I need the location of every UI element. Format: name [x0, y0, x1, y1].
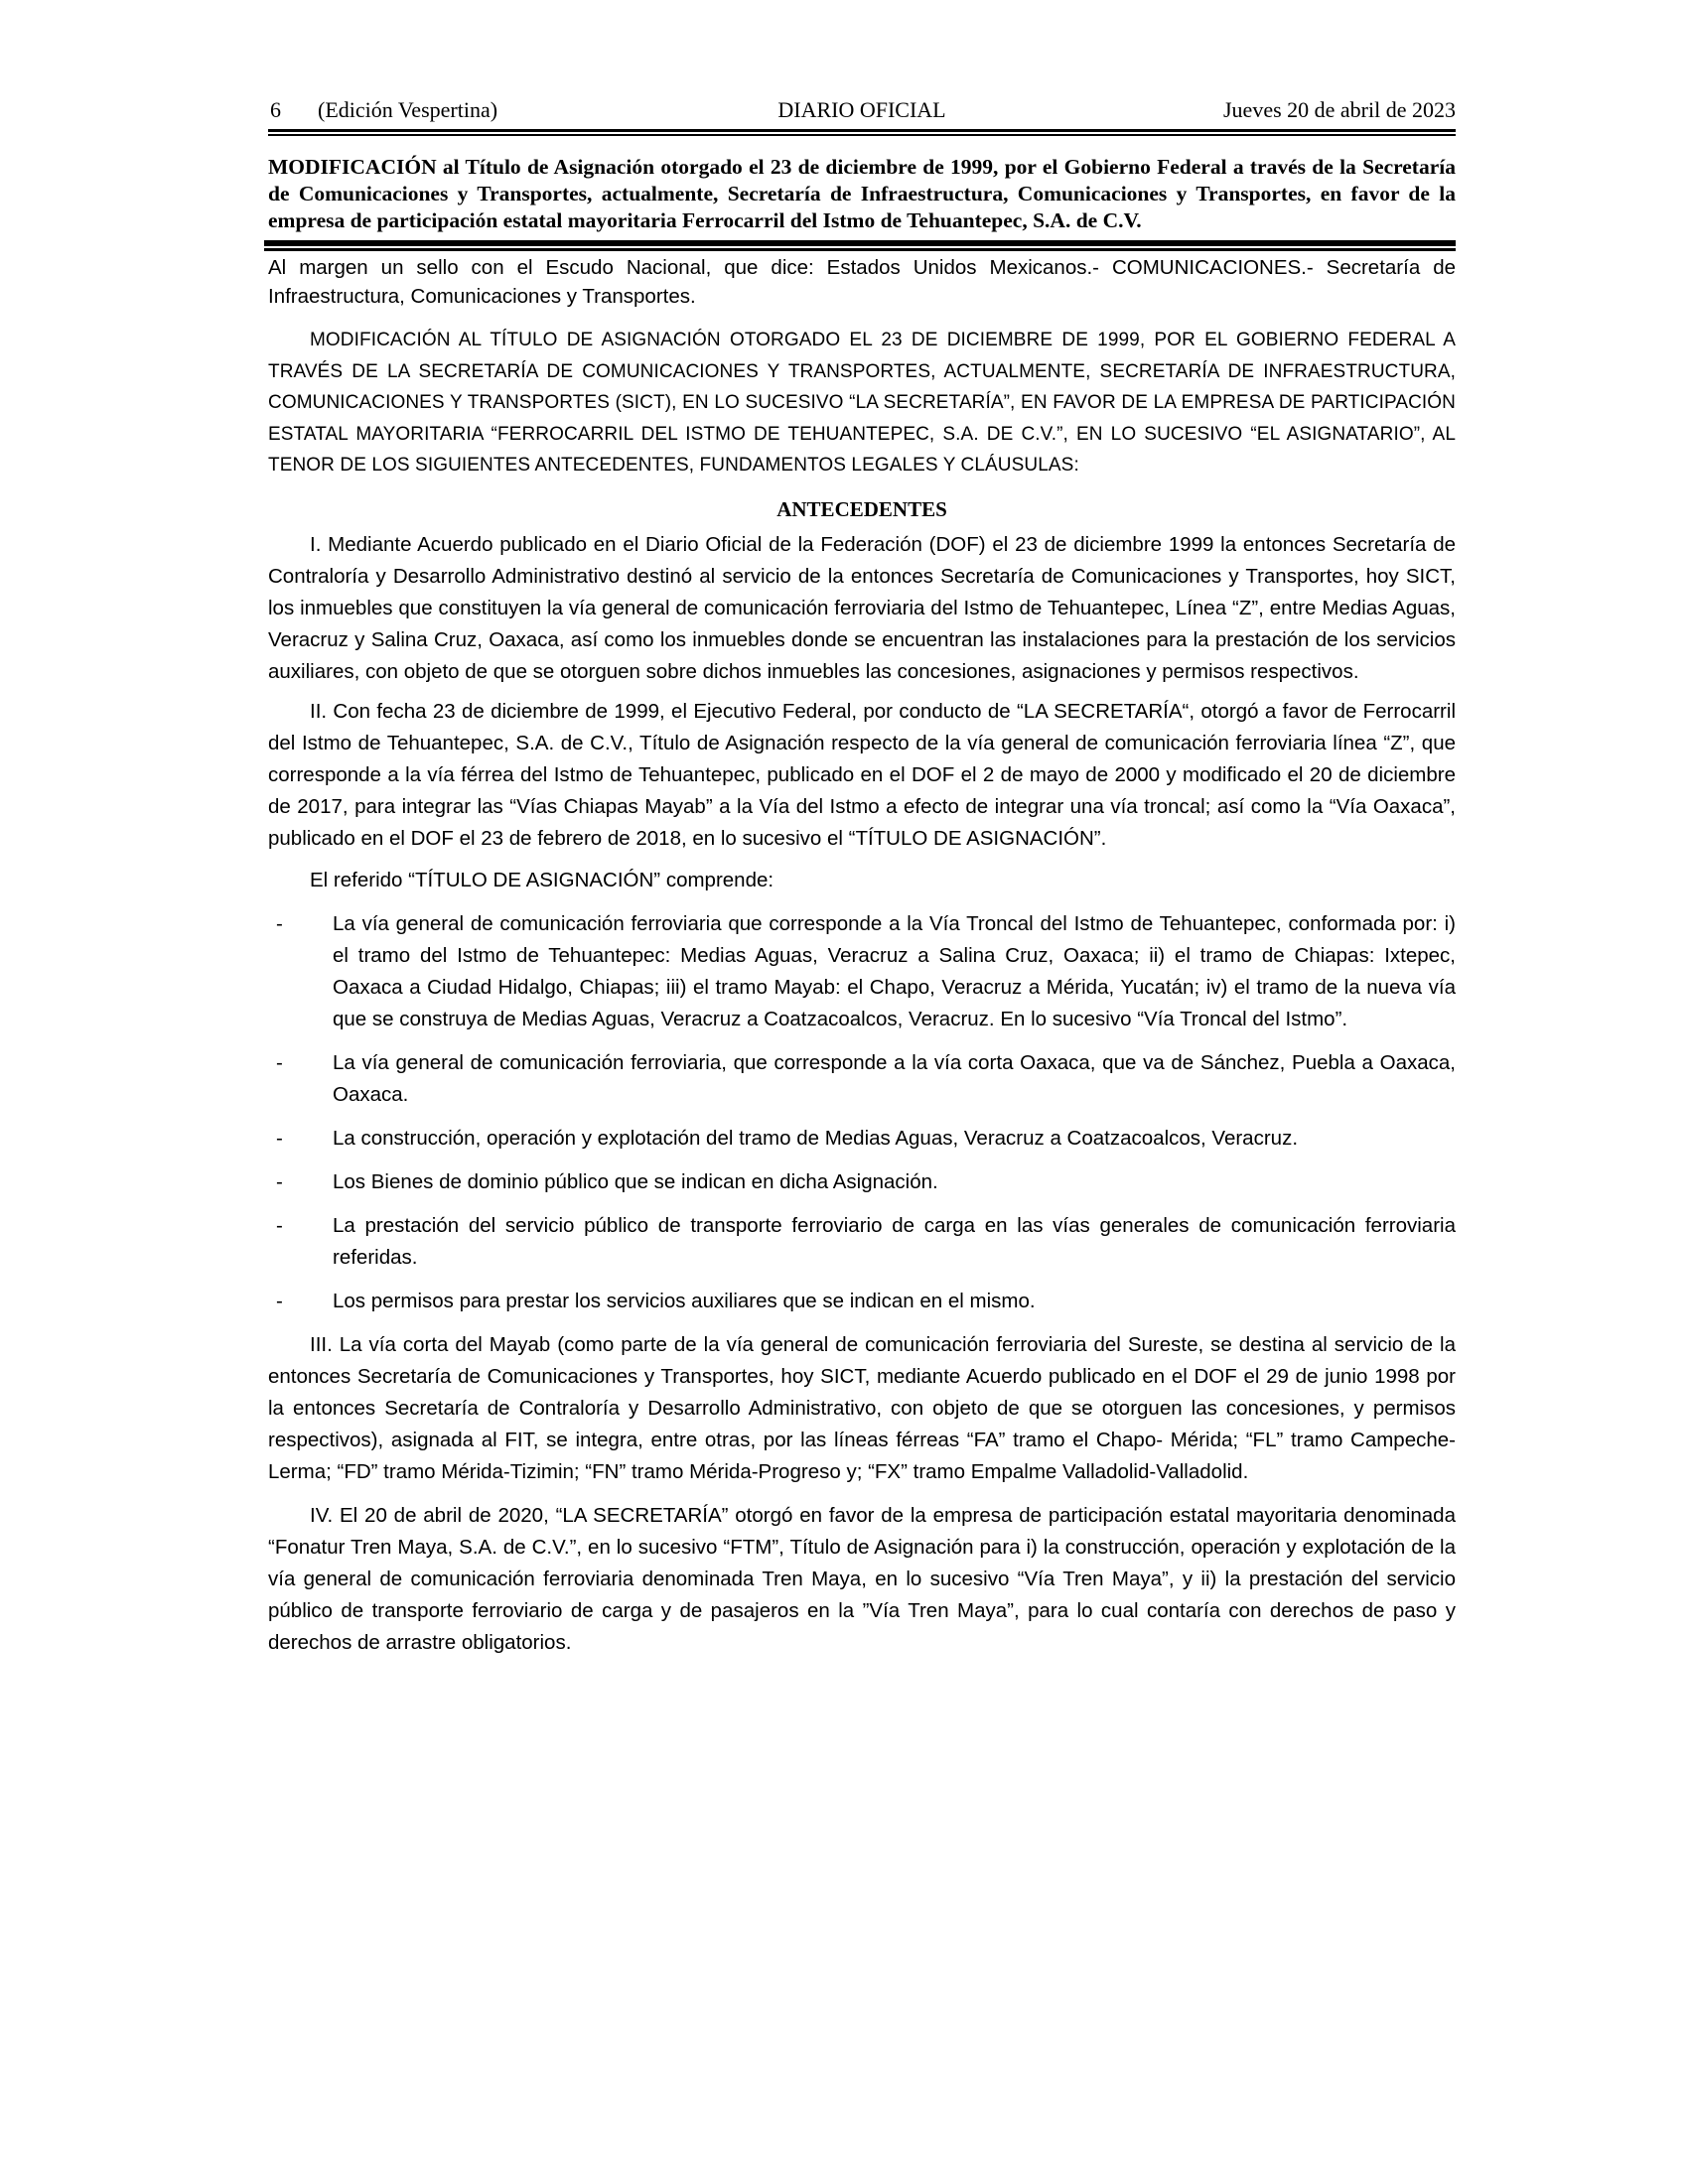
list-item — [268, 1286, 1456, 1317]
antecedente-paragraph — [268, 1500, 1456, 1659]
antecedente-number: I. — [310, 532, 322, 556]
list-item-text: Los Bienes de dominio público que se indican en dicha Asignación. — [333, 1169, 938, 1193]
section-heading-antecedentes: ANTECEDENTES — [776, 496, 947, 521]
antecedente-text: El 20 de abril de 2020, “LA SECRETARÍA” otorgó en favor de la empresa de participación estatal mayoritaria denominada “Fonatur Tren Maya, S.A. de C.V.”, en lo sucesivo “FTM”, Título de Asignación para i) la construcción, operación y explotación de la vía general de comunicación ferroviaria denominada Tren Maya, en lo sucesivo “Vía Tren Maya”, y ii) la prestación del servicio público de transporte ferroviario de carga y de pasajeros en la ”Vía Tren Maya”, para lo cual contaría con derechos de paso y derechos de arrastre obligatorios. — [268, 1503, 1456, 1654]
list-item-text: La construcción, operación y explotación del tramo de Medias Aguas, Veracruz a Coatzacoalcos, Veracruz. — [333, 1126, 1299, 1150]
list-item-text: La prestación del servicio público de transporte ferroviario de carga en las vías generales de comunicación ferroviaria referidas. — [333, 1213, 1456, 1269]
title-rule — [264, 240, 1456, 246]
header-rule-thin — [268, 134, 1456, 136]
antecedente-number: III. — [310, 1332, 333, 1356]
dash-bullet-icon: - — [276, 1213, 283, 1237]
list-item — [268, 1047, 1456, 1111]
list-item — [268, 1210, 1456, 1274]
list-item — [268, 1123, 1456, 1155]
dash-bullet-icon: - — [276, 1050, 283, 1074]
antecedente-text: Con fecha 23 de diciembre de 1999, el Ejecutivo Federal, por conducto de “LA SECRETARÍA“, otorgó a favor de Ferrocarril del Istmo de Tehuantepec, S.A. de C.V., Título de Asignación respecto de la vía general de comunicación ferroviaria línea “Z”, que corresponde a la vía férrea del Istmo de Tehuantepec, publicado en el DOF el 2 de mayo de 2000 y modificado el 20 de diciembre de 2017, para integrar las “Vías Chiapas Mayab” a la Vía del Istmo a efecto de integrar una vía troncal; así como la “Vía Oaxaca”, publicado en el DOF el 23 de febrero de 2018, en lo sucesivo el “TÍTULO DE ASIGNACIÓN”. — [268, 699, 1456, 850]
document-page — [268, 97, 1456, 1659]
edition-label: (Edición Vespertina) — [318, 97, 498, 122]
dash-bullet-icon: - — [276, 911, 283, 935]
dash-bullet-icon: - — [276, 1289, 283, 1312]
margin-note: Al margen un sello con el Escudo Nacional, que dice: Estados Unidos Mexicanos.- COMUNICACIONES.- Secretaría de Infraestructura, Comunicaciones y Transportes. — [268, 256, 1456, 308]
comprende-list — [268, 908, 1456, 1317]
list-item-text: Los permisos para prestar los servicios auxiliares que se indican en el mismo. — [333, 1289, 1036, 1312]
document-title: MODIFICACIÓN al Título de Asignación otorgado el 23 de diciembre de 1999, por el Gobierno Federal a través de la Secretaría de Comunicaciones y Transportes, actualmente, Secretaría de Infraestructura, Comunicaciones y Transportes, en favor de la empresa de participación estatal mayoritaria Ferrocarril del Istmo de Tehuantepec, S.A. de C.V. — [268, 155, 1456, 232]
document-body — [268, 253, 1456, 1659]
publication-name: DIARIO OFICIAL — [777, 97, 946, 122]
list-item-text: La vía general de comunicación ferroviaria, que corresponde a la vía corta Oaxaca, que va de Sánchez, Puebla a Oaxaca, Oaxaca. — [333, 1050, 1456, 1106]
antecedente-text: Mediante Acuerdo publicado en el Diario Oficial de la Federación (DOF) el 23 de diciembre 1999 la entonces Secretaría de Contraloría y Desarrollo Administrativo destinó al servicio de la entonces Secretaría de Comunicaciones y Transportes, hoy SICT, los inmuebles que constituyen la vía general de comunicación ferroviaria del Istmo de Tehuantepec, Línea “Z”, entre Medias Aguas, Veracruz y Salina Cruz, Oaxaca, así como los inmuebles donde se encuentran las instalaciones para la prestación de los servicios auxiliares, con objeto de que se otorguen sobre dichos inmuebles las concesiones, asignaciones y permisos respectivos. — [268, 532, 1456, 683]
dash-bullet-icon: - — [276, 1169, 283, 1193]
antecedente-paragraph — [268, 1329, 1456, 1488]
publication-date: Jueves 20 de abril de 2023 — [1223, 97, 1456, 122]
antecedente-number: II. — [310, 699, 328, 723]
header-rule — [268, 129, 1456, 132]
dash-bullet-icon: - — [276, 1126, 283, 1150]
list-item-text: La vía general de comunicación ferroviaria que corresponde a la Vía Troncal del Istmo de Tehuantepec, conformada por: i) el tramo del Istmo de Tehuantepec: Medias Aguas, Veracruz a Salina Cruz, Oaxaca; ii) el tramo de Chiapas: Ixtepec, Oaxaca a Ciudad Hidalgo, Chiapas; iii) el tramo Mayab: el Chapo, Veracruz a Mérida, Yucatán; iv) el tramo de la nueva vía que se construya de Medias Aguas, Veracruz a Coatzacoalcos, Veracruz. En lo sucesivo “Vía Troncal del Istmo”. — [333, 911, 1456, 1030]
antecedente-paragraph — [268, 696, 1456, 855]
comprende-intro: El referido “TÍTULO DE ASIGNACIÓN” comprende: — [310, 868, 774, 891]
list-item — [268, 1166, 1456, 1198]
antecedente-number: IV. — [310, 1503, 334, 1527]
antecedente-text: La vía corta del Mayab (como parte de la vía general de comunicación ferroviaria del Sureste, se destina al servicio de la entonces Secretaría de Comunicaciones y Transportes, hoy SICT, mediante Acuerdo publicado en el DOF el 29 de junio 1998 por la entonces Secretaría de Contraloría y Desarrollo Administrativo, con objeto de que se otorguen las concesiones, y permisos respectivos), asignada al FIT, se integra, entre otras, por las líneas férreas “FA” tramo el Chapo- Mérida; “FL” tramo Campeche-Lerma; “FD” tramo Mérida-Tizimin; “FN” tramo Mérida-Progreso y; “FX” tramo Empalme Valladolid-Valladolid. — [268, 1332, 1456, 1483]
running-head — [268, 97, 1456, 127]
page-number: 6 — [270, 97, 281, 122]
title-rule-thin — [264, 248, 1456, 251]
antecedente-paragraph — [268, 529, 1456, 688]
list-item — [268, 908, 1456, 1035]
preamble: MODIFICACIÓN AL TÍTULO DE ASIGNACIÓN OTORGADO EL 23 DE DICIEMBRE DE 1999, POR EL GOBIERNO FEDERAL A TRAVÉS DE LA SECRETARÍA DE COMUNICACIONES Y TRANSPORTES, ACTUALMENTE, SECRETARÍA DE INFRAESTRUCTURA, COMUNICACIONES Y TRANSPORTES (SICT), EN LO SUCESIVO “LA SECRETARÍA”, EN FAVOR DE LA EMPRESA DE PARTICIPACIÓN ESTATAL MAYORITARIA “FERROCARRIL DEL ISTMO DE TEHUANTEPEC, S.A. DE C.V.”, EN LO SUCESIVO “EL ASIGNATARIO”, AL TENOR DE LOS SIGUIENTES ANTECEDENTES, FUNDAMENTOS LEGALES Y CLÁUSULAS: — [268, 330, 1456, 476]
